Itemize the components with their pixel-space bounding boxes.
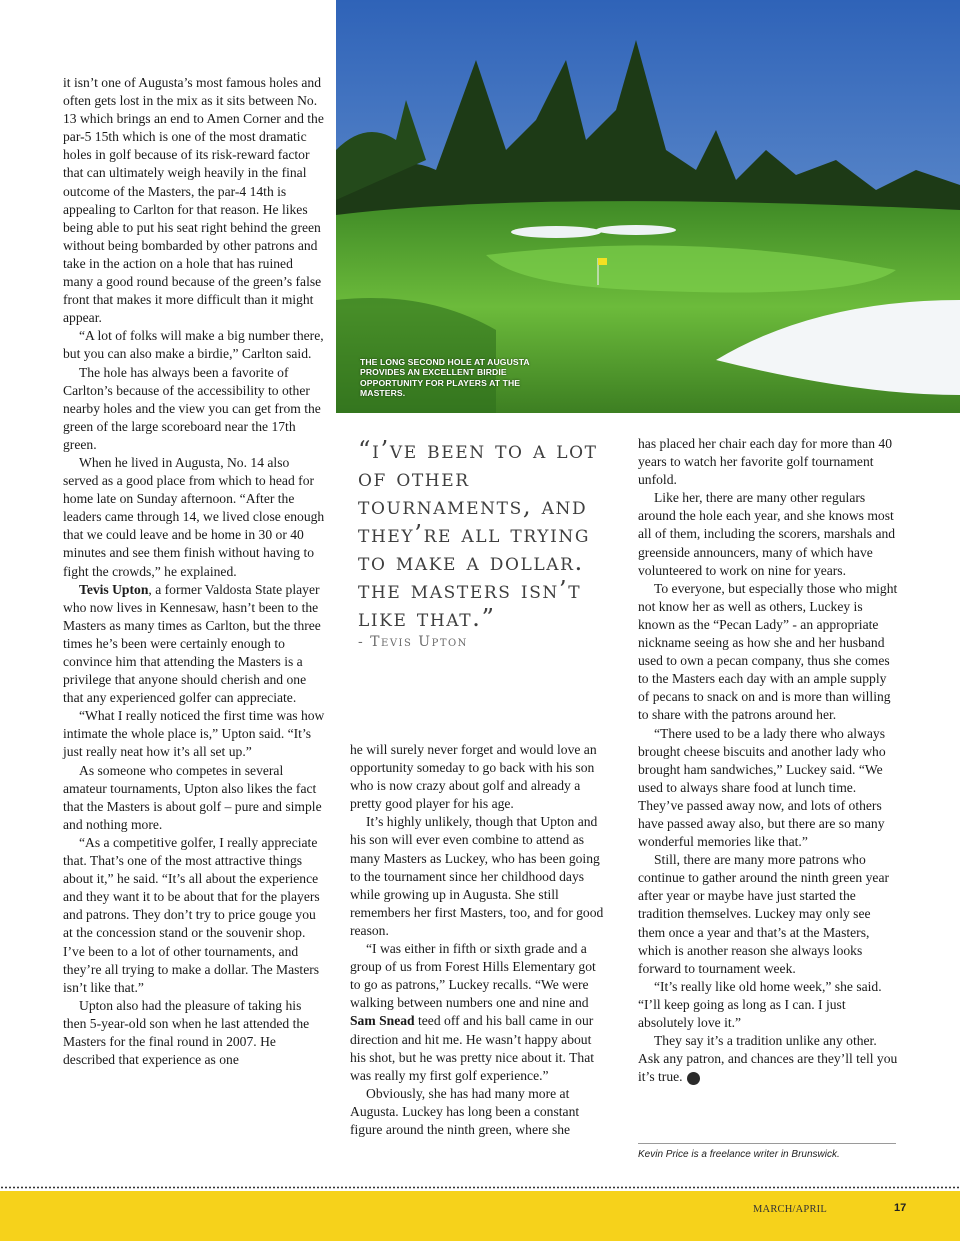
footer-issue-date: MARCH/APRIL	[753, 1204, 827, 1215]
paragraph-text: , a former Valdosta State player who now lives in Kennesaw, hasn’t been to the Masters as many times as Carlton, but the three times he’s been were certainly enough to convince him that attending the Masters is a privilege that anyone should cherish and one that any experienced golfer can appreciate.	[63, 581, 321, 706]
footer-dotted-rule	[0, 1186, 960, 1189]
paragraph: “It’s really like old home week,” she said. “I’ll keep going as long as I can. I just absolutely love it.”	[638, 978, 882, 1030]
page-number: 17	[894, 1202, 907, 1214]
photo-caption: THE LONG SECOND HOLE AT AUGUSTA PROVIDES AN EXCELLENT BIRDIE OPPORTUNITY FOR PLAYERS AT THE MASTERS.	[360, 357, 530, 399]
bunker-far-1	[511, 226, 601, 238]
end-mark-icon: GD	[687, 1072, 700, 1085]
article-column-1	[63, 74, 325, 1069]
paragraph: Upton also had the pleasure of taking his then 5-year-old son when he last attended the Masters for the final round in 2007. He described that experience as one	[63, 997, 310, 1068]
paragraph-text: teed off and his ball came in our direction and hit me. He wasn’t happy about his shot, but he was pretty nice about it. That was really my first golf experience.”	[350, 1013, 595, 1083]
paragraph	[350, 940, 608, 1085]
paragraph: has placed her chair each day for more than 40 years to watch her favorite golf tournament unfold.	[638, 436, 893, 488]
paragraph	[63, 581, 325, 708]
paragraph-text: They say it’s a tradition unlike any other. Ask any patron, and chances are they’ll tell you it’s true.	[638, 1033, 898, 1085]
pull-quote-author: - Tevis Upton	[358, 634, 468, 650]
pull-quote	[358, 436, 620, 650]
paragraph: it isn’t one of Augusta’s most famous holes and often gets lost in the mix as it sits between No. 13 which brings an end to Amen Corner and the par-5 15th which is one of the most dramatic holes in golf because of its risk-reward factor that can ultimately weigh heavily in the final outcome of the Masters, the par-4 14th is appealing to Carlton for that reason. He likes being able to put his seat right behind the green without being bombarded by other patrons and take in the action on a hole that has ruined many a good round because of the green’s false front that makes it more difficult than it might appear.	[63, 75, 324, 326]
article-column-2	[350, 741, 608, 1139]
bunker-far-2	[596, 225, 676, 235]
paragraph: As someone who competes in several amateur tournaments, Upton also likes the fact that the Masters is about golf – pure and simple and nothing more.	[63, 762, 322, 832]
paragraph: “As a competitive golfer, I really appreciate that. That’s one of the most attractive things about it,” he said. “It’s all about the experience and they want it to be about that for the players and patrons. They don’t try to price gouge you at the concession stand or the souvenir shop. I’ve been to a lot of other tournaments, and they’re all trying to make a dollar. The Masters isn’t like that.”	[63, 834, 320, 995]
person-name-bold: Tevis Upton	[79, 581, 149, 597]
paragraph: “What I really noticed the first time was how intimate the whole place is,” Upton said. “It’s just really neat how it’s all set up.”	[63, 708, 325, 760]
paragraph: he will surely never forget and would love an opportunity someday to go back with his son who is now crazy about golf and already a pretty good player for his age.	[350, 742, 597, 812]
person-name-bold: Sam Snead	[350, 1013, 415, 1029]
bio-divider	[638, 1143, 896, 1144]
paragraph-text: “I was either in fifth or sixth grade and a group of us from Forest Hills Elementary got to go as patrons,” Luckey recalls. “We were walking between numbers one and nine and	[350, 941, 596, 1011]
paragraph: Like her, there are many other regulars around the hole each year, and she knows most all of them, including the scorers, marshals and greenside announcers, many of which have volunteered to work on nine for years.	[638, 490, 896, 578]
author-bio: Kevin Price is a freelance writer in Brunswick.	[638, 1149, 840, 1160]
flag-icon	[598, 258, 607, 265]
paragraph: The hole has always been a favorite of Carlton’s because of the accessibility to other nearby holes and the view you can get from the green of the large scoreboard near the 17th green.	[63, 364, 321, 452]
paragraph: “There used to be a lady there who always brought cheese biscuits and another lady who brought ham sandwiches,” Luckey said. “We used to always share food at lunch time. They’ve passed away now, and lots of others have passed away also, but there are so many wonderful memories like that.”	[638, 725, 886, 850]
golf-course-photo	[336, 0, 960, 413]
footer-bar	[0, 1191, 960, 1241]
paragraph: It’s highly unlikely, though that Upton and his son will ever even combine to attend as many Masters as Luckey, who has been going to the tournament since her childhood days while growing up in Augusta. She still remembers her first Masters, too, and for good reason.	[350, 814, 604, 938]
pull-quote-text: “i’ve been to a lot of other tournaments, and they’re all trying to make a dollar. the masters isn’t like that.”	[358, 435, 598, 632]
paragraph	[638, 1032, 898, 1086]
paragraph: To everyone, but especially those who might not know her as well as others, Luckey is known as the “Pecan Lady” - an appropriate nickname seeing as how she and her husband used to own a pecan company, thus she comes to the Masters each day with an ample supply of pecans to snack on and is more than willing to share with the patrons around her.	[638, 580, 898, 723]
paragraph: Obviously, she has had many more at Augusta. Luckey has long been a constant figure around the ninth green, where she	[350, 1085, 580, 1137]
golf-course-illustration	[336, 0, 960, 413]
paragraph: When he lived in Augusta, No. 14 also served as a good place from which to head for home late on Sunday afternoon. “After the leaders came through 14, we lived close enough that we could leave and be home in 30 or 40 minutes and see them finish without having to fight the crowds,” he explained.	[63, 454, 325, 579]
paragraph: Still, there are many more patrons who continue to gather around the ninth green year after year or maybe have just started the tradition themselves. Luckey may only see them once a year and that’s at the Masters, which is another reason she always looks forward to tournament week.	[638, 852, 890, 976]
paragraph: “A lot of folks will make a big number there, but you can also make a birdie,” Carlton said.	[63, 328, 324, 362]
article-column-3	[638, 435, 898, 1086]
